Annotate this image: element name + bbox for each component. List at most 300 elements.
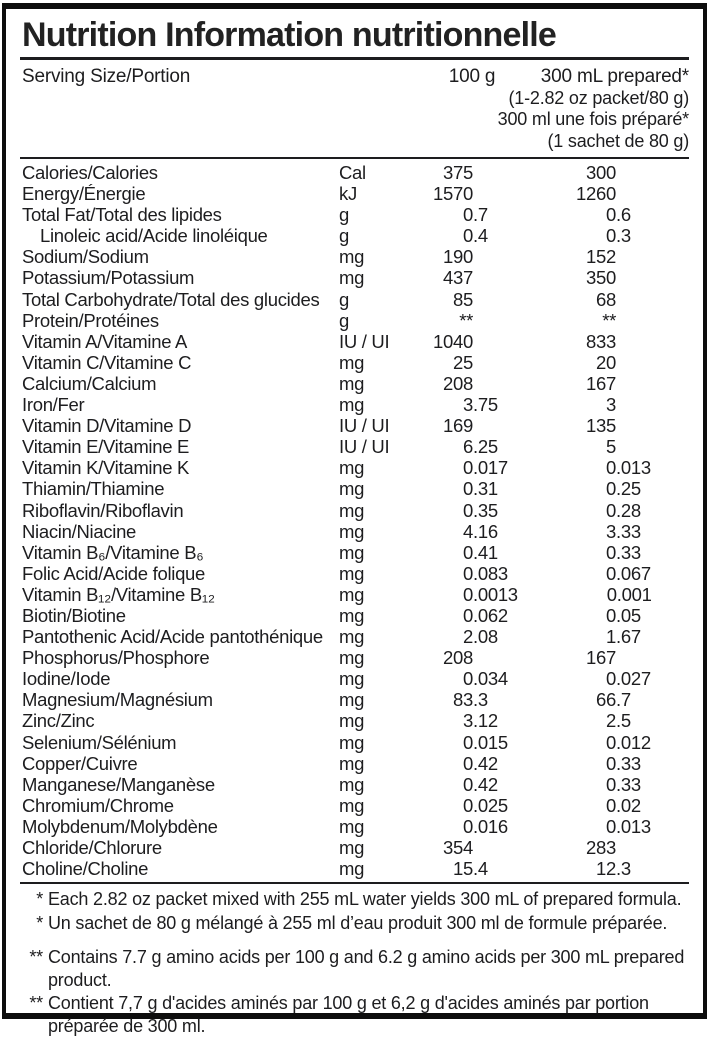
nutrient-row (22, 710, 689, 731)
value-per-100g (431, 626, 517, 647)
value-prepared (517, 626, 661, 647)
value-fraction-part: .015 (473, 731, 508, 753)
nutrient-row (22, 732, 689, 753)
value-fraction-part: .75 (473, 394, 498, 416)
value-fraction-part (473, 183, 517, 204)
prepared-line: 300 ml une fois préparé* (497, 109, 689, 129)
value-fraction-part: .067 (616, 562, 651, 584)
value-fraction-part: .034 (473, 668, 508, 690)
value-integer-part: 0 (606, 752, 616, 774)
value-prepared (517, 162, 661, 183)
value-per-100g (431, 563, 517, 584)
value-integer-part: 0 (463, 583, 473, 605)
nutrient-row (22, 183, 689, 204)
value-per-100g (431, 183, 517, 204)
footnote-marker: * (36, 912, 43, 933)
nutrient-row (22, 795, 689, 816)
value-fraction-part: .0013 (473, 583, 518, 605)
value-fraction-part: .33 (616, 773, 641, 795)
value-integer-part: 300 (586, 162, 616, 183)
nutrient-unit: mg (339, 604, 365, 626)
nutrient-row (22, 668, 689, 689)
nutrient-name: Calcium/Calcium (22, 372, 157, 394)
value-prepared (517, 352, 661, 373)
nutrient-unit: mg (339, 478, 365, 500)
nutrient-row (22, 542, 689, 563)
value-prepared (517, 246, 661, 267)
value-fraction-part: .013 (616, 457, 651, 479)
column-header-prepared (498, 66, 689, 152)
value-fraction-part: .5 (616, 710, 631, 732)
value-integer-part: 0 (463, 731, 473, 753)
value-fraction-part (616, 415, 661, 436)
label-title: Nutrition Information nutritionnelle (22, 16, 557, 54)
value-integer-part: 1260 (576, 183, 616, 205)
nutrient-row (22, 837, 689, 858)
nutrient-name: Vitamin D/Vitamine D (22, 415, 192, 437)
value-fraction-part: .05 (616, 604, 641, 626)
value-per-100g (431, 858, 517, 879)
value-fraction-part: .33 (616, 541, 641, 563)
nutrient-row (22, 225, 689, 246)
nutrient-name: Vitamin C/Vitamine C (22, 351, 192, 373)
value-fraction-part: .062 (473, 604, 508, 626)
value-integer-part: 0 (606, 794, 616, 816)
nutrient-name: Manganese/Manganèse (22, 773, 215, 795)
value-fraction-part: .7 (616, 689, 631, 711)
prepared-line: 300 mL prepared* (540, 66, 689, 87)
value-prepared (517, 689, 661, 710)
nutrient-name: Vitamin A/Vitamine A (22, 330, 188, 352)
nutrient-unit: g (339, 204, 349, 226)
value-fraction-part: .083 (473, 562, 508, 584)
value-per-100g (431, 204, 517, 225)
nutrient-unit: mg (339, 394, 365, 416)
value-per-100g (431, 795, 517, 816)
nutrient-name: Chloride/Chlorure (22, 837, 162, 858)
value-fraction-part (616, 267, 661, 288)
footnote-marker: ** (29, 993, 43, 1014)
value-fraction-part: .4 (473, 225, 488, 247)
serving-size-label: Serving Size/Portion (22, 66, 191, 87)
nutrient-unit: mg (339, 752, 365, 774)
value-integer-part: 167 (586, 647, 616, 669)
nutrient-unit: mg (339, 351, 365, 373)
value-prepared (517, 753, 661, 774)
value-fraction-part (616, 647, 661, 668)
nutrient-row (22, 858, 689, 879)
value-fraction-part: .08 (473, 626, 498, 648)
nutrient-row (22, 605, 689, 626)
value-integer-part: 1040 (433, 330, 473, 352)
value-integer-part: 0 (606, 731, 616, 753)
nutrient-name: Folic Acid/Acide folique (22, 562, 206, 584)
value-per-100g (431, 647, 517, 668)
nutrient-unit: IU / UI (339, 330, 390, 352)
nutrient-name: Calories/Calories (22, 162, 158, 183)
value-prepared (517, 816, 661, 837)
value-per-100g (431, 225, 517, 246)
value-integer-part: 190 (443, 246, 473, 268)
value-integer-part: 0 (606, 773, 616, 795)
value-integer-part: ** (459, 309, 473, 331)
value-per-100g (431, 267, 517, 288)
value-per-100g (431, 710, 517, 731)
value-fraction-part: .012 (616, 731, 651, 753)
value-fraction-part: .25 (473, 436, 498, 458)
value-fraction-part: .41 (473, 541, 498, 563)
value-per-100g (431, 584, 518, 605)
value-integer-part: 3 (463, 710, 473, 732)
prepared-line: (1-2.82 oz packet/80 g) (508, 87, 689, 108)
value-per-100g (431, 774, 517, 795)
value-per-100g (431, 837, 517, 858)
nutrient-row (22, 816, 689, 837)
nutrient-row (22, 394, 689, 415)
nutrient-row (22, 563, 689, 584)
nutrient-name: Protein/Protéines (22, 309, 159, 331)
value-prepared (517, 521, 661, 542)
nutrient-name: Sodium/Sodium (22, 246, 149, 268)
nutrient-name: Magnesium/Magnésium (22, 689, 213, 711)
nutrient-name: Copper/Cuivre (22, 752, 138, 774)
value-integer-part: 0 (606, 583, 617, 605)
nutrient-unit: mg (339, 668, 365, 690)
value-fraction-part: .027 (616, 668, 651, 690)
nutrient-row (22, 415, 689, 436)
value-prepared (517, 415, 661, 436)
footnote (22, 992, 689, 1037)
value-prepared (517, 837, 661, 858)
nutrient-row (22, 246, 689, 267)
value-integer-part: 354 (443, 837, 473, 858)
value-per-100g (431, 521, 517, 542)
value-integer-part: 85 (453, 288, 473, 310)
nutrient-row (22, 162, 689, 183)
nutrient-name: Selenium/Sélénium (22, 731, 177, 753)
value-integer-part: 68 (596, 288, 616, 310)
value-integer-part: 350 (586, 267, 616, 289)
nutrient-row (22, 204, 689, 225)
nutrient-row (22, 753, 689, 774)
value-integer-part: 0 (463, 204, 473, 226)
nutrient-row (22, 436, 689, 457)
nutrient-name: Total Fat/Total des lipides (22, 204, 222, 226)
value-integer-part: 25 (453, 351, 473, 373)
nutrient-unit: mg (339, 815, 365, 837)
value-integer-part: 135 (586, 415, 616, 437)
value-per-100g (431, 500, 517, 521)
value-fraction-part (473, 289, 517, 310)
nutrient-name: Vitamin B₆/Vitamine B₆ (22, 541, 204, 563)
value-integer-part: 1570 (433, 183, 473, 205)
footnote (22, 912, 689, 935)
nutrient-row (22, 584, 689, 605)
nutrient-row (22, 289, 689, 310)
value-fraction-part (616, 837, 661, 858)
value-integer-part: 0 (463, 773, 473, 795)
nutrient-unit: mg (339, 457, 365, 479)
nutrient-row (22, 331, 689, 352)
value-fraction-part (473, 415, 517, 436)
nutrient-unit: g (339, 288, 349, 310)
nutrient-unit: mg (339, 562, 365, 584)
nutrient-name: Linoleic acid/Acide linoléique (40, 225, 268, 247)
value-per-100g (431, 310, 517, 331)
nutrient-unit: mg (339, 541, 365, 563)
nutrient-name: Biotin/Biotine (22, 604, 126, 626)
footnote (22, 888, 689, 911)
nutrient-row (22, 457, 689, 478)
nutrient-name: Riboflavin/Riboflavin (22, 499, 184, 521)
value-integer-part: 0 (606, 204, 616, 226)
nutrient-unit: mg (339, 520, 365, 542)
nutrient-row (22, 500, 689, 521)
value-integer-part: 283 (586, 837, 616, 858)
value-prepared (517, 668, 661, 689)
nutrient-row (22, 774, 689, 795)
nutrient-unit: mg (339, 731, 365, 753)
nutrient-name: Total Carbohydrate/Total des glucides (22, 288, 320, 310)
value-fraction-part: .013 (616, 815, 651, 837)
nutrient-unit: mg (339, 647, 365, 669)
value-prepared (517, 331, 661, 352)
nutrient-row (22, 647, 689, 668)
value-fraction-part: .42 (473, 773, 498, 795)
nutrient-unit: mg (339, 267, 365, 289)
value-integer-part: 0 (463, 794, 473, 816)
value-integer-part: 0 (463, 499, 473, 521)
nutrient-unit: IU / UI (339, 436, 390, 458)
nutrient-name: Choline/Choline (22, 858, 149, 880)
value-fraction-part (616, 310, 661, 331)
value-integer-part: 0 (606, 478, 616, 500)
value-fraction-part: .025 (473, 794, 508, 816)
value-prepared (517, 225, 661, 246)
value-prepared (517, 795, 661, 816)
value-integer-part: 2 (463, 626, 473, 648)
value-integer-part: 0 (606, 499, 616, 521)
value-integer-part: 20 (596, 351, 616, 373)
value-fraction-part: .3 (616, 858, 631, 880)
nutrient-name: Energy/Énergie (22, 183, 146, 205)
value-fraction-part (473, 647, 517, 668)
nutrient-unit: mg (339, 372, 365, 394)
value-fraction-part: .7 (473, 204, 488, 226)
value-fraction-part: .3 (473, 689, 488, 711)
value-fraction-part (473, 267, 517, 288)
value-prepared (517, 542, 661, 563)
value-integer-part: 0 (463, 457, 473, 479)
value-integer-part: ** (602, 309, 616, 331)
nutrient-name: Iodine/Iode (22, 668, 111, 690)
value-fraction-part: .017 (473, 457, 508, 479)
footnote-marker: * (36, 889, 43, 910)
value-fraction-part: .02 (616, 794, 641, 816)
value-integer-part: 0 (463, 225, 473, 247)
value-per-100g (431, 352, 517, 373)
value-integer-part: 2 (606, 710, 616, 732)
nutrient-row (22, 352, 689, 373)
value-integer-part: 0 (463, 668, 473, 690)
value-fraction-part (616, 373, 661, 394)
value-fraction-part: .001 (616, 583, 652, 605)
value-integer-part: 0 (606, 604, 616, 626)
value-fraction-part: .6 (616, 204, 631, 226)
nutrient-unit: mg (339, 583, 365, 605)
value-fraction-part: .3 (616, 225, 631, 247)
value-fraction-part: .35 (473, 499, 498, 521)
nutrient-name: Vitamin K/Vitamine K (22, 457, 190, 479)
nutrient-unit: mg (339, 858, 365, 880)
nutrient-row (22, 310, 689, 331)
value-per-100g (431, 816, 517, 837)
nutrient-unit: Cal (339, 162, 366, 183)
value-per-100g (431, 732, 517, 753)
value-per-100g (431, 415, 517, 436)
value-fraction-part (616, 394, 661, 415)
value-fraction-part (473, 310, 517, 331)
footnote-marker: ** (29, 947, 43, 968)
value-per-100g (431, 246, 517, 267)
value-integer-part: 437 (443, 267, 473, 289)
value-integer-part: 0 (463, 815, 473, 837)
nutrient-name: Phosphorus/Phosphore (22, 647, 210, 669)
value-prepared (517, 204, 661, 225)
nutrient-unit: g (339, 309, 349, 331)
value-prepared (517, 267, 661, 288)
nutrient-name: Vitamin E/Vitamine E (22, 436, 190, 458)
value-per-100g (431, 289, 517, 310)
value-integer-part: 833 (586, 330, 616, 352)
value-fraction-part (616, 289, 661, 310)
value-prepared (517, 457, 661, 478)
value-per-100g (431, 542, 517, 563)
nutrient-unit: mg (339, 773, 365, 795)
value-prepared (517, 183, 661, 204)
value-prepared (517, 394, 661, 415)
nutrient-unit: g (339, 225, 349, 247)
footnote-text: Contains 7.7 g amino acids per 100 g and 6.2 g amino acids per 300 mL prepared product. (48, 947, 685, 990)
value-fraction-part (616, 436, 661, 457)
value-integer-part: 5 (606, 436, 616, 458)
nutrient-name: Zinc/Zinc (22, 710, 95, 732)
value-fraction-part (473, 162, 517, 183)
value-fraction-part: .33 (616, 752, 641, 774)
value-fraction-part: .016 (473, 815, 508, 837)
value-integer-part: 0 (606, 457, 616, 479)
value-integer-part: 208 (443, 647, 473, 669)
value-prepared (517, 647, 661, 668)
value-integer-part: 0 (463, 541, 473, 563)
nutrient-unit: mg (339, 246, 365, 268)
value-per-100g (431, 753, 517, 774)
value-integer-part: 3 (463, 394, 473, 416)
value-prepared (517, 563, 661, 584)
value-fraction-part (616, 352, 661, 373)
value-integer-part: 3 (606, 520, 616, 542)
value-fraction-part (616, 162, 661, 183)
nutrient-unit: mg (339, 689, 365, 711)
value-prepared (517, 858, 661, 879)
value-per-100g (431, 436, 517, 457)
nutrient-name: Molybdenum/Molybdène (22, 815, 218, 837)
value-prepared (518, 584, 662, 605)
nutrient-row (22, 478, 689, 499)
nutrient-name: Niacin/Niacine (22, 520, 137, 542)
value-fraction-part (473, 246, 517, 267)
value-prepared (517, 710, 661, 731)
value-integer-part: 0 (463, 478, 473, 500)
prepared-line: (1 sachet de 80 g) (547, 130, 689, 151)
nutrition-label (2, 3, 707, 1036)
footnote-text: Contient 7,7 g d'acides aminés par 100 g et 6,2 g d'acides aminés par portion préparée de 300 ml. (48, 993, 649, 1036)
value-fraction-part: .67 (616, 626, 641, 648)
value-per-100g (431, 373, 517, 394)
nutrient-row (22, 689, 689, 710)
value-integer-part: 15 (453, 858, 473, 880)
value-fraction-part: .42 (473, 752, 498, 774)
value-fraction-part (616, 331, 661, 352)
value-integer-part: 0 (606, 562, 616, 584)
footnote-text: Each 2.82 oz packet mixed with 255 mL water yields 300 mL of prepared formula. (48, 889, 682, 910)
value-fraction-part (616, 246, 661, 267)
value-integer-part: 6 (463, 436, 473, 458)
value-per-100g (431, 689, 517, 710)
value-fraction-part (473, 352, 517, 373)
nutrient-row (22, 626, 689, 647)
value-fraction-part: .4 (473, 858, 488, 880)
value-prepared (517, 478, 661, 499)
value-integer-part: 3 (606, 394, 616, 416)
column-header-per-100g: 100 g (448, 66, 496, 87)
value-integer-part: 0 (606, 815, 616, 837)
footnote (22, 946, 689, 991)
nutrient-table (6, 159, 703, 882)
value-integer-part: 0 (606, 225, 616, 247)
value-fraction-part: .33 (616, 520, 641, 542)
value-fraction-part (473, 331, 517, 352)
nutrient-unit: IU / UI (339, 415, 390, 437)
value-integer-part: 167 (586, 372, 616, 394)
nutrient-name: Iron/Fer (22, 394, 85, 416)
value-fraction-part: .31 (473, 478, 498, 500)
value-per-100g (431, 162, 517, 183)
value-per-100g (431, 394, 517, 415)
nutrient-row (22, 373, 689, 394)
footnote-text: Un sachet de 80 g mélangé à 255 ml d’eau produit 300 ml de formule préparée. (48, 912, 668, 933)
value-prepared (517, 732, 661, 753)
value-integer-part: 375 (443, 162, 473, 183)
nutrient-row (22, 267, 689, 288)
value-integer-part: 169 (443, 415, 473, 437)
nutrient-unit: kJ (339, 183, 357, 205)
value-integer-part: 4 (463, 520, 473, 542)
nutrient-name: Thiamin/Thiamine (22, 478, 165, 500)
value-prepared (517, 436, 661, 457)
value-fraction-part (473, 837, 517, 858)
value-integer-part: 66 (596, 689, 616, 711)
value-per-100g (431, 668, 517, 689)
value-prepared (517, 289, 661, 310)
value-fraction-part: .28 (616, 499, 641, 521)
value-integer-part: 0 (463, 752, 473, 774)
value-integer-part: 0 (606, 668, 616, 690)
nutrient-row (22, 521, 689, 542)
value-integer-part: 0 (463, 562, 473, 584)
value-prepared (517, 500, 661, 521)
value-integer-part: 0 (606, 541, 616, 563)
